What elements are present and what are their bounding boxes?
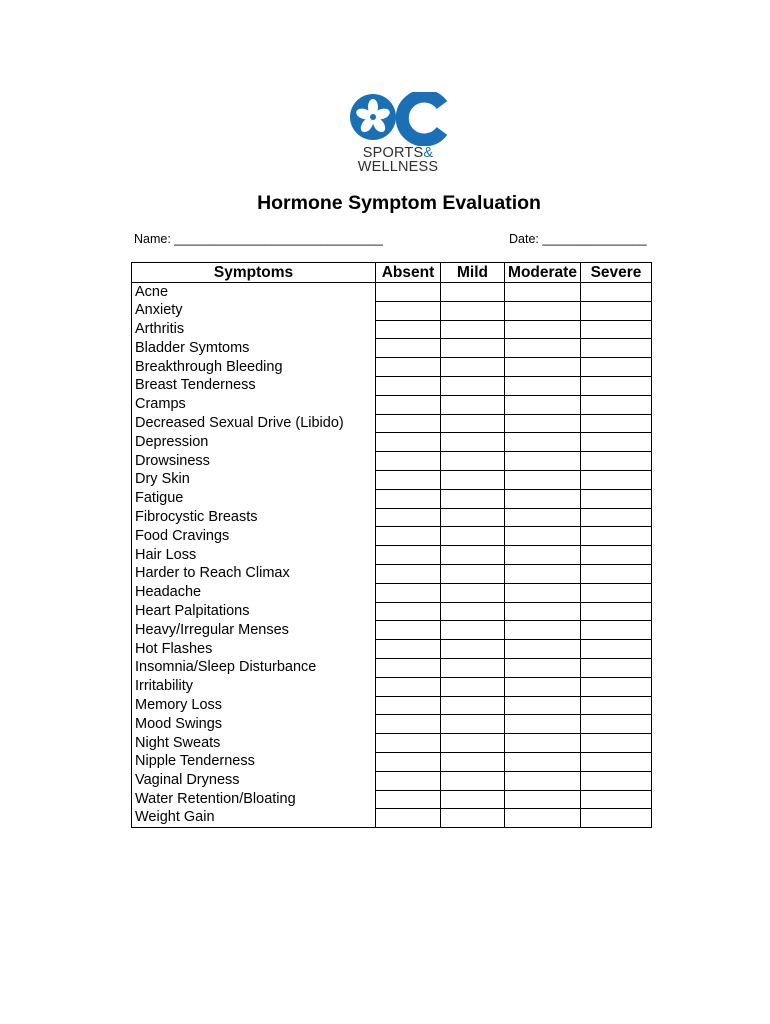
rating-cell-severe[interactable] (581, 283, 652, 302)
rating-cell-mild[interactable] (441, 470, 505, 489)
symptom-label: Vaginal Dryness (132, 771, 376, 790)
rating-cell-moderate[interactable] (505, 790, 581, 809)
table-row (132, 376, 652, 395)
header-severe: Severe (581, 263, 652, 283)
rating-cell-moderate[interactable] (505, 809, 581, 828)
rating-cell-moderate[interactable] (505, 715, 581, 734)
rating-cell-absent[interactable] (376, 508, 441, 527)
rating-cell-absent[interactable] (376, 809, 441, 828)
rating-cell-mild[interactable] (441, 452, 505, 471)
table-row (132, 339, 652, 358)
rating-cell-mild[interactable] (441, 508, 505, 527)
rating-cell-severe[interactable] (581, 433, 652, 452)
table-row (132, 621, 652, 640)
rating-cell-moderate[interactable] (505, 677, 581, 696)
rating-cell-absent[interactable] (376, 452, 441, 471)
rating-cell-absent[interactable] (376, 546, 441, 565)
table-row (132, 677, 652, 696)
rating-cell-mild[interactable] (441, 358, 505, 377)
rating-cell-absent[interactable] (376, 640, 441, 659)
rating-cell-severe[interactable] (581, 583, 652, 602)
symptom-label: Hair Loss (132, 546, 376, 565)
rating-cell-moderate[interactable] (505, 752, 581, 771)
rating-cell-absent[interactable] (376, 621, 441, 640)
symptom-label: Hot Flashes (132, 640, 376, 659)
rating-cell-moderate[interactable] (505, 376, 581, 395)
rating-cell-mild[interactable] (441, 640, 505, 659)
rating-cell-absent[interactable] (376, 376, 441, 395)
table-row (132, 414, 652, 433)
symptom-label: Heart Palpitations (132, 602, 376, 621)
symptom-label: Food Cravings (132, 527, 376, 546)
symptom-label: Water Retention/Bloating (132, 790, 376, 809)
rating-cell-moderate[interactable] (505, 470, 581, 489)
rating-cell-mild[interactable] (441, 621, 505, 640)
rating-cell-mild[interactable] (441, 433, 505, 452)
rating-cell-moderate[interactable] (505, 283, 581, 302)
logo-sports-text: SPORTS& (362, 145, 434, 161)
rating-cell-absent[interactable] (376, 358, 441, 377)
rating-cell-severe[interactable] (581, 470, 652, 489)
rating-cell-severe[interactable] (581, 771, 652, 790)
symptom-label: Mood Swings (132, 715, 376, 734)
table-row (132, 658, 652, 677)
rating-cell-moderate[interactable] (505, 301, 581, 320)
rating-cell-mild[interactable] (441, 771, 505, 790)
symptom-label: Fibrocystic Breasts (132, 508, 376, 527)
symptom-label: Memory Loss (132, 696, 376, 715)
table-row (132, 752, 652, 771)
rating-cell-severe[interactable] (581, 489, 652, 508)
rating-cell-severe[interactable] (581, 621, 652, 640)
rating-cell-mild[interactable] (441, 790, 505, 809)
rating-cell-absent[interactable] (376, 696, 441, 715)
rating-cell-absent[interactable] (376, 771, 441, 790)
rating-cell-absent[interactable] (376, 752, 441, 771)
table-row (132, 301, 652, 320)
rating-cell-absent[interactable] (376, 470, 441, 489)
rating-cell-mild[interactable] (441, 414, 505, 433)
rating-cell-absent[interactable] (376, 433, 441, 452)
rating-cell-severe[interactable] (581, 752, 652, 771)
table-row (132, 564, 652, 583)
table-row (132, 395, 652, 414)
symptom-label: Acne (132, 283, 376, 302)
rating-cell-moderate[interactable] (505, 489, 581, 508)
rating-cell-severe[interactable] (581, 301, 652, 320)
rating-cell-moderate[interactable] (505, 771, 581, 790)
symptom-label: Bladder Symtoms (132, 339, 376, 358)
rating-cell-moderate[interactable] (505, 395, 581, 414)
rating-cell-absent[interactable] (376, 339, 441, 358)
rating-cell-severe[interactable] (581, 339, 652, 358)
rating-cell-moderate[interactable] (505, 621, 581, 640)
rating-cell-severe[interactable] (581, 508, 652, 527)
table-row (132, 489, 652, 508)
rating-cell-severe[interactable] (581, 715, 652, 734)
rating-cell-mild[interactable] (441, 301, 505, 320)
rating-cell-severe[interactable] (581, 640, 652, 659)
rating-cell-mild[interactable] (441, 283, 505, 302)
rating-cell-moderate[interactable] (505, 414, 581, 433)
rating-cell-absent[interactable] (376, 583, 441, 602)
rating-cell-mild[interactable] (441, 734, 505, 753)
rating-cell-severe[interactable] (581, 677, 652, 696)
rating-cell-mild[interactable] (441, 715, 505, 734)
table-row (132, 602, 652, 621)
symptom-label: Night Sweats (132, 734, 376, 753)
rating-cell-mild[interactable] (441, 696, 505, 715)
table-row (132, 527, 652, 546)
table-row (132, 433, 652, 452)
rating-cell-moderate[interactable] (505, 658, 581, 677)
rating-cell-moderate[interactable] (505, 564, 581, 583)
logo-wellness-text: WELLNESS (357, 159, 439, 175)
table-row (132, 358, 652, 377)
symptom-label: Breast Tenderness (132, 376, 376, 395)
symptom-label: Insomnia/Sleep Disturbance (132, 658, 376, 677)
rating-cell-mild[interactable] (441, 564, 505, 583)
rating-cell-absent[interactable] (376, 489, 441, 508)
symptom-label: Arthritis (132, 320, 376, 339)
rating-cell-mild[interactable] (441, 489, 505, 508)
rating-cell-absent[interactable] (376, 790, 441, 809)
symptom-label: Decreased Sexual Drive (Libido) (132, 414, 376, 433)
rating-cell-severe[interactable] (581, 320, 652, 339)
table-row (132, 715, 652, 734)
rating-cell-absent[interactable] (376, 301, 441, 320)
symptom-label: Dry Skin (132, 470, 376, 489)
header-absent: Absent (376, 263, 441, 283)
rating-cell-moderate[interactable] (505, 508, 581, 527)
header-moderate: Moderate (505, 263, 581, 283)
rating-cell-mild[interactable] (441, 602, 505, 621)
symptom-label: Harder to Reach Climax (132, 564, 376, 583)
rating-cell-severe[interactable] (581, 395, 652, 414)
table-row (132, 470, 652, 489)
oc-monogram-logo (348, 92, 448, 146)
rating-cell-moderate[interactable] (505, 602, 581, 621)
rating-cell-moderate[interactable] (505, 546, 581, 565)
symptom-label: Heavy/Irregular Menses (132, 621, 376, 640)
table-row (132, 640, 652, 659)
rating-cell-absent[interactable] (376, 602, 441, 621)
page-title: Hormone Symptom Evaluation (257, 192, 541, 214)
rating-cell-mild[interactable] (441, 527, 505, 546)
rating-cell-severe[interactable] (581, 602, 652, 621)
table-row (132, 452, 652, 471)
rating-cell-moderate[interactable] (505, 583, 581, 602)
rating-cell-mild[interactable] (441, 583, 505, 602)
rating-cell-severe[interactable] (581, 658, 652, 677)
table-row (132, 508, 652, 527)
rating-cell-mild[interactable] (441, 339, 505, 358)
table-row (132, 734, 652, 753)
rating-cell-moderate[interactable] (505, 734, 581, 753)
name-field[interactable]: Name: ______________________________ (134, 232, 383, 246)
date-field[interactable]: Date: _______________ (509, 232, 647, 246)
rating-cell-severe[interactable] (581, 809, 652, 828)
symptom-label: Depression (132, 433, 376, 452)
rating-cell-moderate[interactable] (505, 452, 581, 471)
rating-cell-moderate[interactable] (505, 320, 581, 339)
rating-cell-moderate[interactable] (505, 640, 581, 659)
table-header-row (132, 263, 652, 283)
rating-cell-severe[interactable] (581, 734, 652, 753)
rating-cell-absent[interactable] (376, 527, 441, 546)
rating-cell-absent[interactable] (376, 283, 441, 302)
rating-cell-severe[interactable] (581, 358, 652, 377)
rating-cell-absent[interactable] (376, 715, 441, 734)
rating-cell-absent[interactable] (376, 677, 441, 696)
table-row (132, 790, 652, 809)
oc-sports-wellness-logo (348, 92, 448, 176)
header-mild: Mild (441, 263, 505, 283)
rating-cell-severe[interactable] (581, 452, 652, 471)
rating-cell-mild[interactable] (441, 752, 505, 771)
rating-cell-absent[interactable] (376, 734, 441, 753)
rating-cell-absent[interactable] (376, 395, 441, 414)
rating-cell-mild[interactable] (441, 320, 505, 339)
symptom-label: Weight Gain (132, 809, 376, 828)
symptom-label: Breakthrough Bleeding (132, 358, 376, 377)
rating-cell-moderate[interactable] (505, 696, 581, 715)
rating-cell-severe[interactable] (581, 527, 652, 546)
rating-cell-mild[interactable] (441, 395, 505, 414)
rating-cell-moderate[interactable] (505, 339, 581, 358)
symptom-label: Drowsiness (132, 452, 376, 471)
rating-cell-absent[interactable] (376, 320, 441, 339)
symptom-label: Cramps (132, 395, 376, 414)
rating-cell-severe[interactable] (581, 414, 652, 433)
rating-cell-absent[interactable] (376, 564, 441, 583)
table-row (132, 809, 652, 828)
rating-cell-severe[interactable] (581, 376, 652, 395)
rating-cell-severe[interactable] (581, 790, 652, 809)
symptom-label: Headache (132, 583, 376, 602)
table-row (132, 546, 652, 565)
table-row (132, 583, 652, 602)
rating-cell-mild[interactable] (441, 546, 505, 565)
rating-cell-moderate[interactable] (505, 527, 581, 546)
symptom-label: Nipple Tenderness (132, 752, 376, 771)
rating-cell-absent[interactable] (376, 414, 441, 433)
rating-cell-mild[interactable] (441, 658, 505, 677)
rating-cell-moderate[interactable] (505, 433, 581, 452)
symptom-label: Anxiety (132, 301, 376, 320)
rating-cell-severe[interactable] (581, 564, 652, 583)
rating-cell-mild[interactable] (441, 376, 505, 395)
rating-cell-mild[interactable] (441, 677, 505, 696)
rating-cell-severe[interactable] (581, 546, 652, 565)
rating-cell-mild[interactable] (441, 809, 505, 828)
rating-cell-moderate[interactable] (505, 358, 581, 377)
table-row (132, 320, 652, 339)
rating-cell-severe[interactable] (581, 696, 652, 715)
table-row (132, 696, 652, 715)
symptom-table (131, 262, 652, 828)
table-row (132, 771, 652, 790)
symptom-label: Irritability (132, 677, 376, 696)
symptom-label: Fatigue (132, 489, 376, 508)
rating-cell-absent[interactable] (376, 658, 441, 677)
header-symptoms: Symptoms (132, 263, 376, 283)
table-row (132, 283, 652, 302)
